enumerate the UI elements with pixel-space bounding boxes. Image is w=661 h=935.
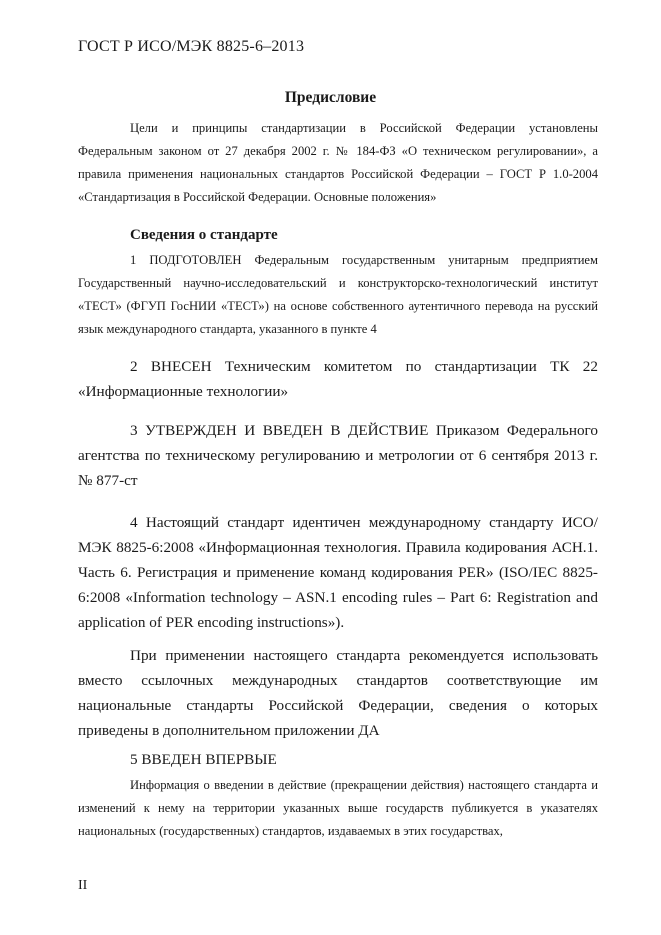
page-title: Предисловие <box>284 89 377 106</box>
item-4-identical-standard: 4 Настоящий стандарт идентичен международному стандарту ИСО/МЭК 8825-6:2008 «Информационная технология. Правила кодирования АСН.1. Часть 6. Регистрация и применение команд кодирования PER» (ISO/IEC 8825-6:2008 «Information technology – ASN.1 encoding rules – Part 6: Registration and application of PER encoding instructions»). <box>78 514 598 631</box>
item-4-note: При применении настоящего стандарта рекомендуется использовать вместо ссылочных международных стандартов соответствующие им национальные стандарты Российской Федерации, сведения о которых приведены в дополнительном приложении ДА <box>78 647 598 739</box>
section-heading: Сведения о стандарте <box>130 227 278 243</box>
document-header: ГОСТ Р ИСО/МЭК 8825-6–2013 <box>78 38 305 55</box>
page-number: II <box>78 878 88 893</box>
item-5-information: Информация о введении в действие (прекращении действия) настоящего стандарта и изменений к нему на территории указанных выше государств публикуется в указателях национальных (государственных) стандартов, издаваемых в этих государствах, <box>78 778 598 838</box>
item-3-approved: 3 УТВЕРЖДЕН И ВВЕДЕН В ДЕЙСТВИЕ Приказом Федерального агентства по техническому регулированию и метрологии от 6 сентября 2013 г. № 877-ст <box>78 422 598 489</box>
item-1-prepared-by: 1 ПОДГОТОВЛЕН Федеральным государственным унитарным предприятием Государственный научно-исследовательский и конструкторско-технологический институт «ТЕСТ» (ФГУП ГосНИИ «ТЕСТ») на основе собственного аутентичного перевода на русский язык международного стандарта, указанного в пункте 4 <box>78 253 598 336</box>
intro-paragraph: Цели и принципы стандартизации в Российской Федерации установлены Федеральным законом от 27 декабря 2002 г. № 184-ФЗ «О техническом регулировании», а правила применения национальных стандартов Российской Федерации – ГОСТ Р 1.0-2004 «Стандартизация в Российской Федерации. Основные положения» <box>78 121 598 204</box>
item-2-submitted-by: 2 ВНЕСЕН Техническим комитетом по стандартизации ТК 22 «Информационные технологии» <box>78 358 598 400</box>
item-5-introduced: 5 ВВЕДЕН ВПЕРВЫЕ <box>130 751 277 768</box>
